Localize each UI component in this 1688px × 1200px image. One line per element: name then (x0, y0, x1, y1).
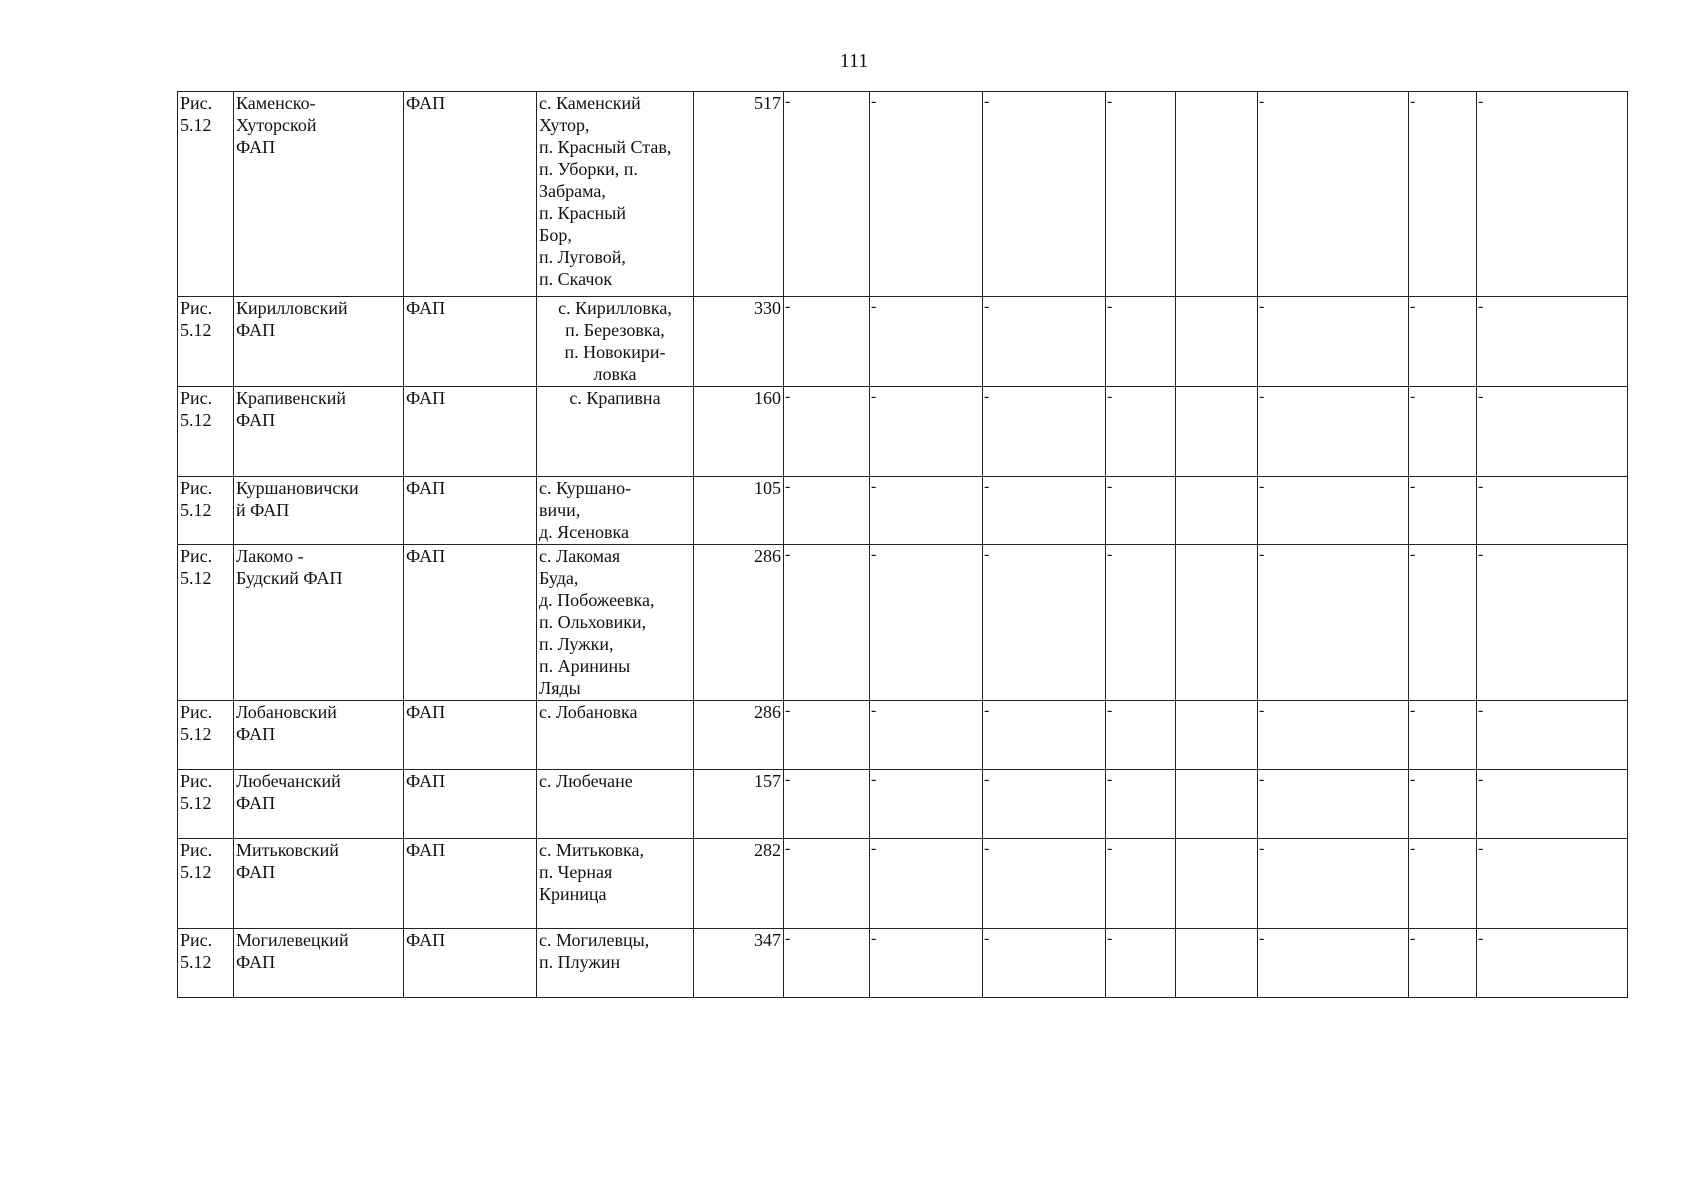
facility-name-line: ФАП (236, 137, 276, 157)
figure-ref-line: 5.12 (180, 115, 212, 135)
blank-cell (1176, 770, 1258, 839)
blank-cell (1477, 770, 1628, 839)
facility-name-line: Могилевецкий (236, 930, 349, 950)
table-row (178, 929, 1628, 998)
blank-cell (1176, 701, 1258, 770)
dash-mark: - (1410, 930, 1416, 947)
dash-mark: - (1259, 478, 1265, 495)
facility-name-cell (234, 477, 404, 545)
blank-cell (1409, 839, 1477, 929)
figure-ref-cell (178, 297, 234, 387)
facility-name-line: Кирилловский (236, 298, 348, 318)
facility-name-line: Каменско- (236, 93, 316, 113)
settlement-line: п. Новокири- (564, 342, 666, 362)
blank-cell (1106, 297, 1176, 387)
dash-mark: - (1410, 298, 1416, 315)
figure-ref-line: Рис. (180, 930, 213, 950)
blank-cell (1409, 92, 1477, 297)
settlement-line: п. Красный (539, 203, 626, 223)
dash-mark: - (871, 546, 877, 563)
blank-cell (870, 297, 983, 387)
blank-cell (983, 477, 1106, 545)
table-row (178, 477, 1628, 545)
settlement-line: с. Куршано- (539, 478, 632, 498)
blank-cell (870, 545, 983, 701)
dash-mark: - (785, 388, 791, 405)
blank-cell (1106, 770, 1176, 839)
blank-cell (983, 701, 1106, 770)
settlement-line: д. Ясеновка (539, 522, 629, 542)
settlement-line: с. Крапивна (569, 388, 661, 408)
blank-cell (870, 929, 983, 998)
dash-mark: - (871, 930, 877, 947)
dash-mark: - (1478, 771, 1484, 788)
dash-mark: - (785, 702, 791, 719)
settlement-line: п. Аринины (539, 656, 631, 676)
figure-ref-line: Рис. (180, 546, 213, 566)
blank-cell (1409, 297, 1477, 387)
blank-cell (983, 770, 1106, 839)
blank-cell (983, 297, 1106, 387)
blank-cell (1176, 387, 1258, 477)
blank-cell (1106, 701, 1176, 770)
blank-cell (1477, 839, 1628, 929)
dash-mark: - (785, 93, 791, 110)
facility-name-line: й ФАП (236, 500, 290, 520)
blank-cell (1258, 477, 1409, 545)
dash-mark: - (1107, 298, 1113, 315)
blank-cell (1106, 545, 1176, 701)
dash-mark: - (1410, 93, 1416, 110)
blank-cell (1106, 387, 1176, 477)
dash-mark: - (1259, 298, 1265, 315)
dash-mark: - (984, 771, 990, 788)
dash-mark: - (871, 298, 877, 315)
blank-cell (1477, 92, 1628, 297)
facility-name-line: ФАП (236, 862, 276, 882)
settlement-line: с. Митьковка, (539, 840, 644, 860)
dash-mark: - (984, 702, 990, 719)
figure-ref-line: 5.12 (180, 568, 212, 588)
blank-cell (1409, 387, 1477, 477)
facility-name-cell (234, 387, 404, 477)
dash-mark: - (984, 478, 990, 495)
figure-ref-line: 5.12 (180, 320, 212, 340)
settlement-line: с. Лакомая (539, 546, 621, 566)
figure-ref-line: Рис. (180, 478, 213, 498)
dash-mark: - (984, 546, 990, 563)
population-count-cell: 160 (694, 387, 784, 477)
facility-name-cell (234, 929, 404, 998)
dash-mark: - (1478, 478, 1484, 495)
dash-mark: - (785, 930, 791, 947)
served-settlements-cell (537, 929, 694, 998)
table-row (178, 92, 1628, 297)
facility-name-line: Крапивенский (236, 388, 347, 408)
facility-type-cell: ФАП (404, 929, 537, 998)
table-row (178, 545, 1628, 701)
figure-ref-line: 5.12 (180, 952, 212, 972)
facility-name-line: Любечанский (236, 771, 341, 791)
dash-mark: - (1107, 478, 1113, 495)
dash-mark: - (1259, 840, 1265, 857)
dash-mark: - (785, 840, 791, 857)
settlement-line: ловка (593, 364, 637, 384)
population-count-cell: 517 (694, 92, 784, 297)
dash-mark: - (1478, 840, 1484, 857)
figure-ref-line: 5.12 (180, 862, 212, 882)
blank-cell (1258, 297, 1409, 387)
dash-mark: - (1410, 478, 1416, 495)
blank-cell (1258, 929, 1409, 998)
dash-mark: - (1410, 546, 1416, 563)
facility-name-cell (234, 770, 404, 839)
population-count-cell: 286 (694, 545, 784, 701)
settlement-line: п. Уборки, п. (539, 159, 638, 179)
blank-cell (784, 92, 870, 297)
dash-mark: - (1410, 388, 1416, 405)
dash-mark: - (1107, 840, 1113, 857)
dash-mark: - (1478, 930, 1484, 947)
facility-type-cell: ФАП (404, 297, 537, 387)
dash-mark: - (871, 840, 877, 857)
blank-cell (983, 92, 1106, 297)
served-settlements-cell (537, 839, 694, 929)
figure-ref-line: Рис. (180, 388, 213, 408)
dash-mark: - (1107, 702, 1113, 719)
served-settlements-cell (537, 92, 694, 297)
figure-ref-line: Рис. (180, 298, 213, 318)
facility-type-cell: ФАП (404, 92, 537, 297)
population-count-cell: 330 (694, 297, 784, 387)
settlement-line: п. Ольховики, (539, 612, 647, 632)
page-number: 111 (839, 50, 869, 72)
dash-mark: - (984, 388, 990, 405)
facility-name-line: Куршановичски (236, 478, 359, 498)
blank-cell (870, 701, 983, 770)
blank-cell (1409, 929, 1477, 998)
table-row (178, 701, 1628, 770)
served-settlements-cell (537, 770, 694, 839)
dash-mark: - (1259, 930, 1265, 947)
blank-cell (1477, 297, 1628, 387)
settlement-line: с. Лобановка (539, 702, 638, 722)
dash-mark: - (871, 478, 877, 495)
blank-cell (1176, 839, 1258, 929)
blank-cell (1258, 387, 1409, 477)
facility-name-line: Митьковский (236, 840, 339, 860)
blank-cell (784, 297, 870, 387)
figure-ref-cell (178, 839, 234, 929)
figure-ref-cell (178, 770, 234, 839)
settlement-line: с. Кирилловка, (558, 298, 672, 318)
figure-ref-cell (178, 701, 234, 770)
settlement-line: п. Лужки, (539, 634, 614, 654)
served-settlements-cell (537, 477, 694, 545)
figure-ref-line: Рис. (180, 93, 213, 113)
dash-mark: - (984, 93, 990, 110)
figure-ref-line: 5.12 (180, 500, 212, 520)
dash-mark: - (984, 298, 990, 315)
blank-cell (1106, 839, 1176, 929)
blank-cell (983, 839, 1106, 929)
settlement-line: Буда, (539, 568, 579, 588)
settlement-line: п. Скачок (539, 269, 613, 289)
dash-mark: - (1107, 546, 1113, 563)
population-count-cell: 347 (694, 929, 784, 998)
facility-type-cell: ФАП (404, 477, 537, 545)
population-count-cell: 105 (694, 477, 784, 545)
blank-cell (870, 839, 983, 929)
table-row (178, 297, 1628, 387)
dash-mark: - (1259, 771, 1265, 788)
blank-cell (870, 770, 983, 839)
facility-name-line: ФАП (236, 410, 276, 430)
facility-name-line: Лакомо - (236, 546, 304, 566)
facility-name-line: ФАП (236, 724, 276, 744)
blank-cell (784, 839, 870, 929)
dash-mark: - (871, 771, 877, 788)
blank-cell (784, 701, 870, 770)
dash-mark: - (1259, 388, 1265, 405)
dash-mark: - (1259, 93, 1265, 110)
settlement-line: с. Каменский (539, 93, 641, 113)
blank-cell (983, 929, 1106, 998)
dash-mark: - (871, 93, 877, 110)
table-row (178, 387, 1628, 477)
blank-cell (870, 92, 983, 297)
facility-name-line: ФАП (236, 952, 276, 972)
figure-ref-line: 5.12 (180, 724, 212, 744)
figure-ref-line: 5.12 (180, 793, 212, 813)
population-count-cell: 282 (694, 839, 784, 929)
dash-mark: - (785, 298, 791, 315)
dash-mark: - (1478, 702, 1484, 719)
blank-cell (1258, 545, 1409, 701)
blank-cell (1477, 477, 1628, 545)
blank-cell (1477, 929, 1628, 998)
blank-cell (1477, 387, 1628, 477)
blank-cell (1106, 929, 1176, 998)
blank-cell (1176, 92, 1258, 297)
settlement-line: Криница (539, 884, 607, 904)
blank-cell (1258, 701, 1409, 770)
population-count-cell: 286 (694, 701, 784, 770)
table-row (178, 770, 1628, 839)
dash-mark: - (984, 930, 990, 947)
figure-ref-cell (178, 545, 234, 701)
blank-cell (1176, 477, 1258, 545)
settlement-line: вичи, (539, 500, 581, 520)
facility-name-line: ФАП (236, 320, 276, 340)
facility-type-cell: ФАП (404, 701, 537, 770)
blank-cell (1409, 770, 1477, 839)
figure-ref-cell (178, 387, 234, 477)
dash-mark: - (785, 771, 791, 788)
blank-cell (1176, 545, 1258, 701)
blank-cell (784, 770, 870, 839)
facility-name-cell (234, 701, 404, 770)
figure-ref-cell (178, 929, 234, 998)
dash-mark: - (1107, 771, 1113, 788)
figure-ref-cell (178, 92, 234, 297)
population-count-cell: 157 (694, 770, 784, 839)
settlement-line: п. Луговой, (539, 247, 626, 267)
figure-ref-line: Рис. (180, 702, 213, 722)
blank-cell (983, 387, 1106, 477)
dash-mark: - (871, 388, 877, 405)
settlement-line: п. Березовка, (565, 320, 665, 340)
facility-type-cell: ФАП (404, 545, 537, 701)
blank-cell (784, 387, 870, 477)
dash-mark: - (1259, 702, 1265, 719)
figure-ref-line: 5.12 (180, 410, 212, 430)
facility-type-cell: ФАП (404, 770, 537, 839)
settlement-line: с. Могилевцы, (539, 930, 650, 950)
dash-mark: - (1107, 930, 1113, 947)
facility-name-line: Будский ФАП (236, 568, 343, 588)
blank-cell (1258, 770, 1409, 839)
facility-name-cell (234, 297, 404, 387)
dash-mark: - (1478, 388, 1484, 405)
facility-name-cell (234, 92, 404, 297)
dash-mark: - (1410, 840, 1416, 857)
settlement-line: п. Плужин (539, 952, 621, 972)
blank-cell (1477, 701, 1628, 770)
figure-ref-line: Рис. (180, 771, 213, 791)
blank-cell (1106, 92, 1176, 297)
blank-cell (1409, 477, 1477, 545)
figure-ref-cell (178, 477, 234, 545)
dash-mark: - (785, 546, 791, 563)
served-settlements-cell (537, 701, 694, 770)
table-row (178, 839, 1628, 929)
facility-name-line: ФАП (236, 793, 276, 813)
blank-cell (784, 929, 870, 998)
facility-type-cell: ФАП (404, 839, 537, 929)
blank-cell (1106, 477, 1176, 545)
settlement-line: Ляды (539, 678, 581, 698)
dash-mark: - (785, 478, 791, 495)
fap-table (177, 91, 1628, 998)
blank-cell (1176, 297, 1258, 387)
facility-name-cell (234, 545, 404, 701)
facility-name-cell (234, 839, 404, 929)
facility-name-line: Хуторской (236, 115, 317, 135)
served-settlements-cell (537, 387, 694, 477)
blank-cell (870, 477, 983, 545)
served-settlements-cell (537, 297, 694, 387)
dash-mark: - (1478, 93, 1484, 110)
settlement-line: п. Красный Став, (539, 137, 672, 157)
blank-cell (1477, 545, 1628, 701)
blank-cell (1409, 701, 1477, 770)
dash-mark: - (1107, 93, 1113, 110)
dash-mark: - (1410, 771, 1416, 788)
blank-cell (784, 477, 870, 545)
served-settlements-cell (537, 545, 694, 701)
dash-mark: - (984, 840, 990, 857)
dash-mark: - (1478, 546, 1484, 563)
blank-cell (983, 545, 1106, 701)
settlement-line: п. Черная (539, 862, 613, 882)
blank-cell (784, 545, 870, 701)
blank-cell (1258, 839, 1409, 929)
dash-mark: - (1410, 702, 1416, 719)
dash-mark: - (871, 702, 877, 719)
blank-cell (1258, 92, 1409, 297)
settlement-line: д. Побожеевка, (539, 590, 655, 610)
blank-cell (870, 387, 983, 477)
dash-mark: - (1259, 546, 1265, 563)
settlement-line: Бор, (539, 225, 572, 245)
settlement-line: Хутор, (539, 115, 590, 135)
facility-type-cell: ФАП (404, 387, 537, 477)
blank-cell (1409, 545, 1477, 701)
table-body (178, 92, 1628, 998)
settlement-line: с. Любечане (539, 771, 633, 791)
blank-cell (1176, 929, 1258, 998)
figure-ref-line: Рис. (180, 840, 213, 860)
dash-mark: - (1107, 388, 1113, 405)
dash-mark: - (1478, 298, 1484, 315)
facility-name-line: Лобановский (236, 702, 337, 722)
settlement-line: Забрама, (539, 181, 606, 201)
